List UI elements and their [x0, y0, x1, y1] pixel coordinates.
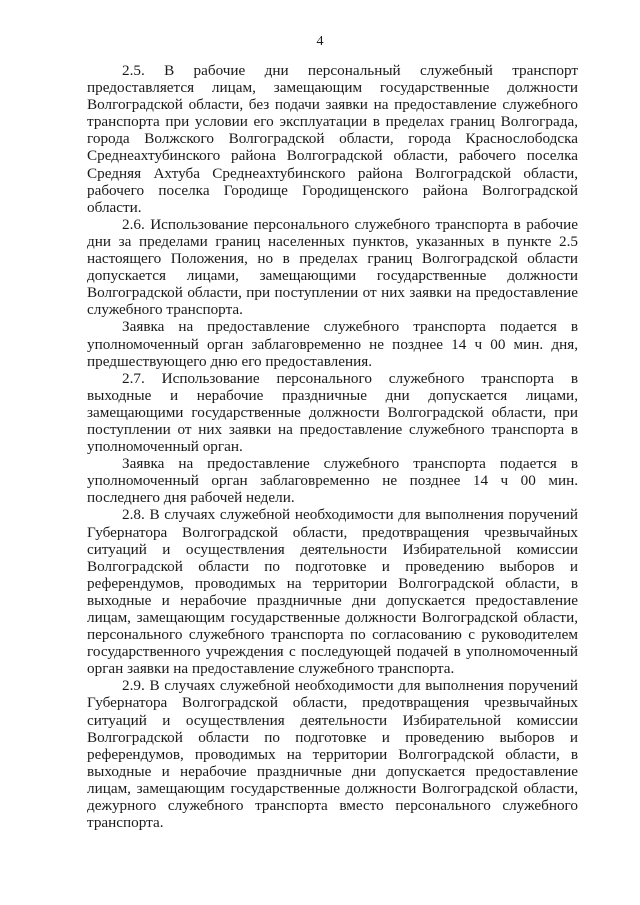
- paragraph-2-8: 2.8. В случаях служебной необходимости для выполнения поручений Губернатора Волгоградской области, предотвращения чрезвычайных ситуаций и осуществления деятельности Избирательной комиссии Волгоградской области по подготовке и проведению выборов и референдумов, проводимых на территории Волгоградской области, в выходные и нерабочие праздничные дни допускается предоставление лицам, замещающим государственные должности Волгоградской области, персонального служебного транспорта по согласованию с руководителем государственного учреждения с последующей подачей в уполномоченный орган заявки на предоставление служебного транспорта.: [87, 506, 578, 678]
- paragraph-2-6-request: Заявка на предоставление служебного транспорта подается в уполномоченный орган заблаговременно не позднее 14 ч 00 мин. дня, предшествующего дню его предоставления.: [87, 318, 578, 370]
- paragraph-2-5: 2.5. В рабочие дни персональный служебный транспорт предоставляется лицам, замещающим государственные должности Волгоградской области, без подачи заявки на предоставление служебного транспорта при условии его эксплуатации в пределах границ Волгограда, города Волжского Волгоградской области, города Краснослободска Среднеахтубинского района Волгоградской области, рабочего поселка Средняя Ахтуба Среднеахтубинского района Волгоградской области, рабочего поселка Городище Городищенского района Волгоградской области.: [87, 62, 578, 216]
- paragraph-2-7-request: Заявка на предоставление служебного транспорта подается в уполномоченный орган заблаговременно не позднее 14 ч 00 мин. последнего дня рабочей недели.: [87, 455, 578, 507]
- page-number: 4: [316, 34, 324, 49]
- paragraph-2-9: 2.9. В случаях служебной необходимости для выполнения поручений Губернатора Волгоградской области, предотвращения чрезвычайных ситуаций и осуществления деятельности Избирательной комиссии Волгоградской области по подготовке и проведению выборов и референдумов, проводимых на территории Волгоградской области, в выходные и нерабочие праздничные дни допускается предоставление лицам, замещающим государственные должности Волгоградской области, дежурного служебного транспорта вместо персонального служебного транспорта.: [87, 677, 578, 832]
- paragraph-2-6: 2.6. Использование персонального служебного транспорта в рабочие дни за пределами границ населенных пунктов, указанных в пункте 2.5 настоящего Положения, но в пределах границ Волгоградской области допускается лицами, замещающими государственные должности Волгоградской области, при поступлении от них заявки на предоставление служебного транспорта.: [87, 215, 578, 319]
- paragraph-2-7: 2.7. Использование персонального служебного транспорта в выходные и нерабочие праздничные дни допускается лицами, замещающими государственные должности Волгоградской области, при поступлении от них заявки на предоставление служебного транспорта в уполномоченный орган.: [87, 369, 578, 456]
- document-body: [87, 62, 578, 831]
